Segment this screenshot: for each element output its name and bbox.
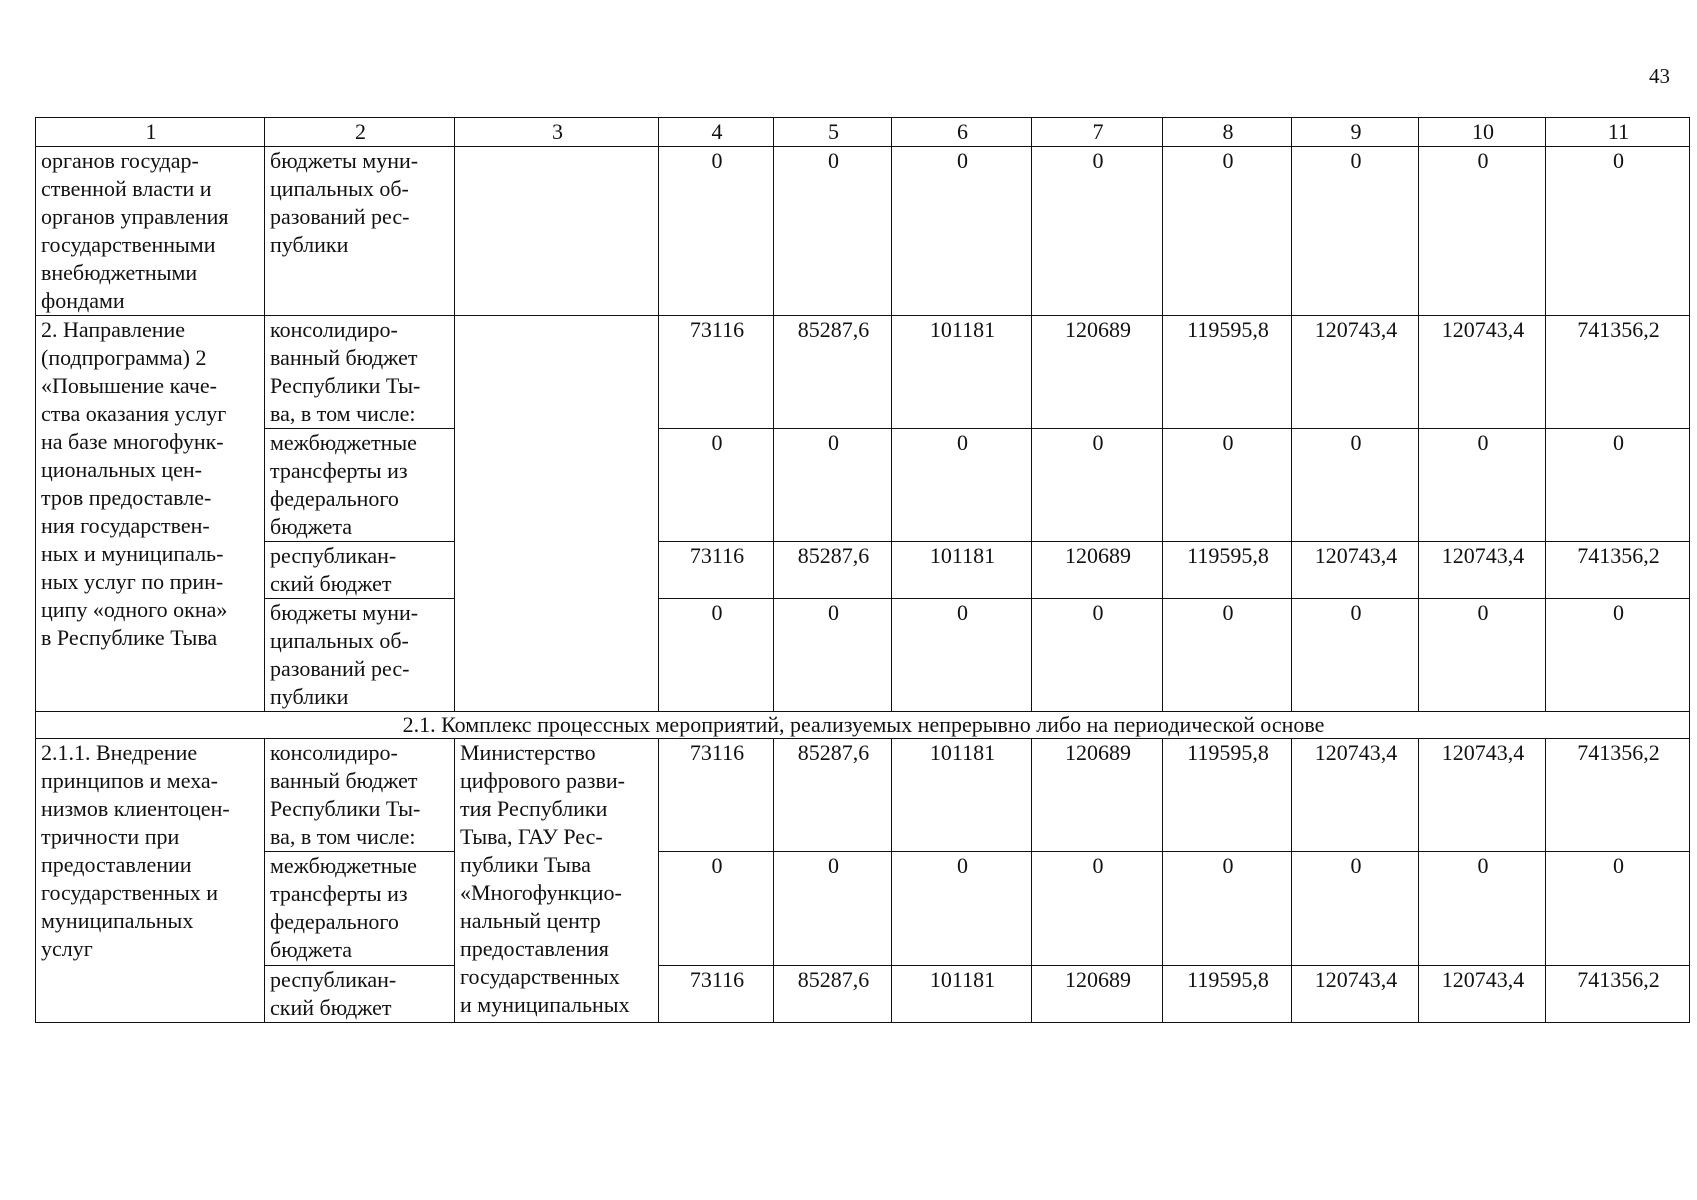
table-row: [36, 542, 1690, 599]
value-cell: 101181: [892, 739, 1032, 852]
header-cell: 4: [659, 118, 774, 147]
section-row: [36, 712, 1690, 739]
value-cell: 0: [892, 852, 1032, 966]
funding-source-cell: бюджеты муни- ципальных об- разований рес- публики: [265, 147, 455, 316]
table-row: [36, 739, 1690, 852]
value-cell: 119595,8: [1163, 739, 1292, 852]
header-cell: 1: [36, 118, 265, 147]
value-cell: 120689: [1032, 542, 1163, 599]
value-cell: 0: [774, 147, 892, 316]
value-cell: 120743,4: [1419, 739, 1546, 852]
value-cell: 0: [892, 147, 1032, 316]
value-cell: 119595,8: [1163, 542, 1292, 599]
funding-source-cell: консолидиро- ванный бюджет Республики Ты- ва, в том числе:: [265, 739, 455, 852]
header-cell: 5: [774, 118, 892, 147]
value-cell: 0: [659, 852, 774, 966]
value-cell: 85287,6: [774, 316, 892, 429]
value-cell: 0: [1546, 429, 1690, 542]
value-cell: 119595,8: [1163, 316, 1292, 429]
value-cell: 0: [774, 852, 892, 966]
header-cell: 8: [1163, 118, 1292, 147]
value-cell: 0: [659, 429, 774, 542]
value-cell: 0: [1546, 147, 1690, 316]
value-cell: 0: [1292, 852, 1419, 966]
direction-name-cell: 2. Направление (подпрограмма) 2 «Повышение каче- ства оказания услуг на базе многофунк- циональных цен- тров предоставле- ния государствен- ных и муниципаль- ных услуг по прин- ципу «одного окна» в Республике Тыва: [36, 316, 265, 712]
funding-source-cell: республикан- ский бюджет: [265, 966, 455, 1023]
header-cell: 3: [455, 118, 659, 147]
value-cell: 119595,8: [1163, 966, 1292, 1023]
value-cell: 0: [1163, 429, 1292, 542]
executor-cell: [455, 147, 659, 316]
funding-source-cell: консолидиро- ванный бюджет Республики Ты- ва, в том числе:: [265, 316, 455, 429]
header-cell: 2: [265, 118, 455, 147]
funding-source-cell: республикан- ский бюджет: [265, 542, 455, 599]
header-row: [36, 118, 1690, 147]
value-cell: 0: [1163, 852, 1292, 966]
value-cell: 120743,4: [1419, 966, 1546, 1023]
executor-cell: Министерство цифрового разви- тия Республики Тыва, ГАУ Рес- публики Тыва «Многофункцио- нальный центр предоставления государственных и муниципальных: [455, 739, 659, 1023]
value-cell: 0: [1419, 599, 1546, 712]
value-cell: 0: [1032, 429, 1163, 542]
value-cell: 85287,6: [774, 966, 892, 1023]
page-number: 43: [1649, 64, 1670, 88]
value-cell: 101181: [892, 316, 1032, 429]
table-row: [36, 852, 1690, 966]
table-row: [36, 599, 1690, 712]
value-cell: 120743,4: [1292, 966, 1419, 1023]
header-cell: 6: [892, 118, 1032, 147]
executor-cell: [455, 316, 659, 712]
value-cell: 120689: [1032, 966, 1163, 1023]
value-cell: 85287,6: [774, 542, 892, 599]
header-cell: 7: [1032, 118, 1163, 147]
funding-source-cell: межбюджетные трансферты из федерального бюджета: [265, 429, 455, 542]
activity-name-cell: органов государ- ственной власти и органов управления государственными внебюджетными фондами: [36, 147, 265, 316]
value-cell: 73116: [659, 739, 774, 852]
value-cell: 0: [1163, 599, 1292, 712]
value-cell: 0: [659, 599, 774, 712]
activity-name-cell: 2.1.1. Внедрение принципов и меха- низмов клиентоцен- тричности при предоставлении государственных и муниципальных услуг: [36, 739, 265, 1023]
table-row: [36, 429, 1690, 542]
value-cell: 0: [1419, 852, 1546, 966]
value-cell: 0: [1032, 599, 1163, 712]
value-cell: 0: [1419, 429, 1546, 542]
section-title: 2.1. Комплекс процессных мероприятий, реализуемых непрерывно либо на периодической основе: [36, 712, 1690, 739]
value-cell: 120689: [1032, 316, 1163, 429]
header-cell: 11: [1546, 118, 1690, 147]
value-cell: 120689: [1032, 739, 1163, 852]
value-cell: 741356,2: [1546, 542, 1690, 599]
value-cell: 73116: [659, 316, 774, 429]
value-cell: 0: [1292, 429, 1419, 542]
budget-table: [35, 117, 1690, 1023]
value-cell: 0: [1292, 599, 1419, 712]
table-row: [36, 316, 1690, 429]
value-cell: 0: [1419, 147, 1546, 316]
value-cell: 73116: [659, 542, 774, 599]
value-cell: 120743,4: [1419, 316, 1546, 429]
value-cell: 741356,2: [1546, 316, 1690, 429]
header-cell: 10: [1419, 118, 1546, 147]
funding-source-cell: межбюджетные трансферты из федерального бюджета: [265, 852, 455, 966]
value-cell: 73116: [659, 966, 774, 1023]
value-cell: 101181: [892, 542, 1032, 599]
value-cell: 0: [1546, 852, 1690, 966]
value-cell: 120743,4: [1292, 316, 1419, 429]
table-row: [36, 966, 1690, 1023]
value-cell: 85287,6: [774, 739, 892, 852]
funding-source-cell: бюджеты муни- ципальных об- разований рес- публики: [265, 599, 455, 712]
value-cell: 741356,2: [1546, 739, 1690, 852]
value-cell: 0: [1163, 147, 1292, 316]
value-cell: 120743,4: [1292, 542, 1419, 599]
value-cell: 0: [659, 147, 774, 316]
value-cell: 0: [1032, 147, 1163, 316]
value-cell: 741356,2: [1546, 966, 1690, 1023]
value-cell: 0: [1292, 147, 1419, 316]
value-cell: 120743,4: [1419, 542, 1546, 599]
header-cell: 9: [1292, 118, 1419, 147]
value-cell: 0: [1546, 599, 1690, 712]
value-cell: 0: [774, 429, 892, 542]
value-cell: 120743,4: [1292, 739, 1419, 852]
value-cell: 0: [892, 599, 1032, 712]
value-cell: 0: [774, 599, 892, 712]
table-row: [36, 147, 1690, 316]
value-cell: 0: [892, 429, 1032, 542]
value-cell: 101181: [892, 966, 1032, 1023]
value-cell: 0: [1032, 852, 1163, 966]
